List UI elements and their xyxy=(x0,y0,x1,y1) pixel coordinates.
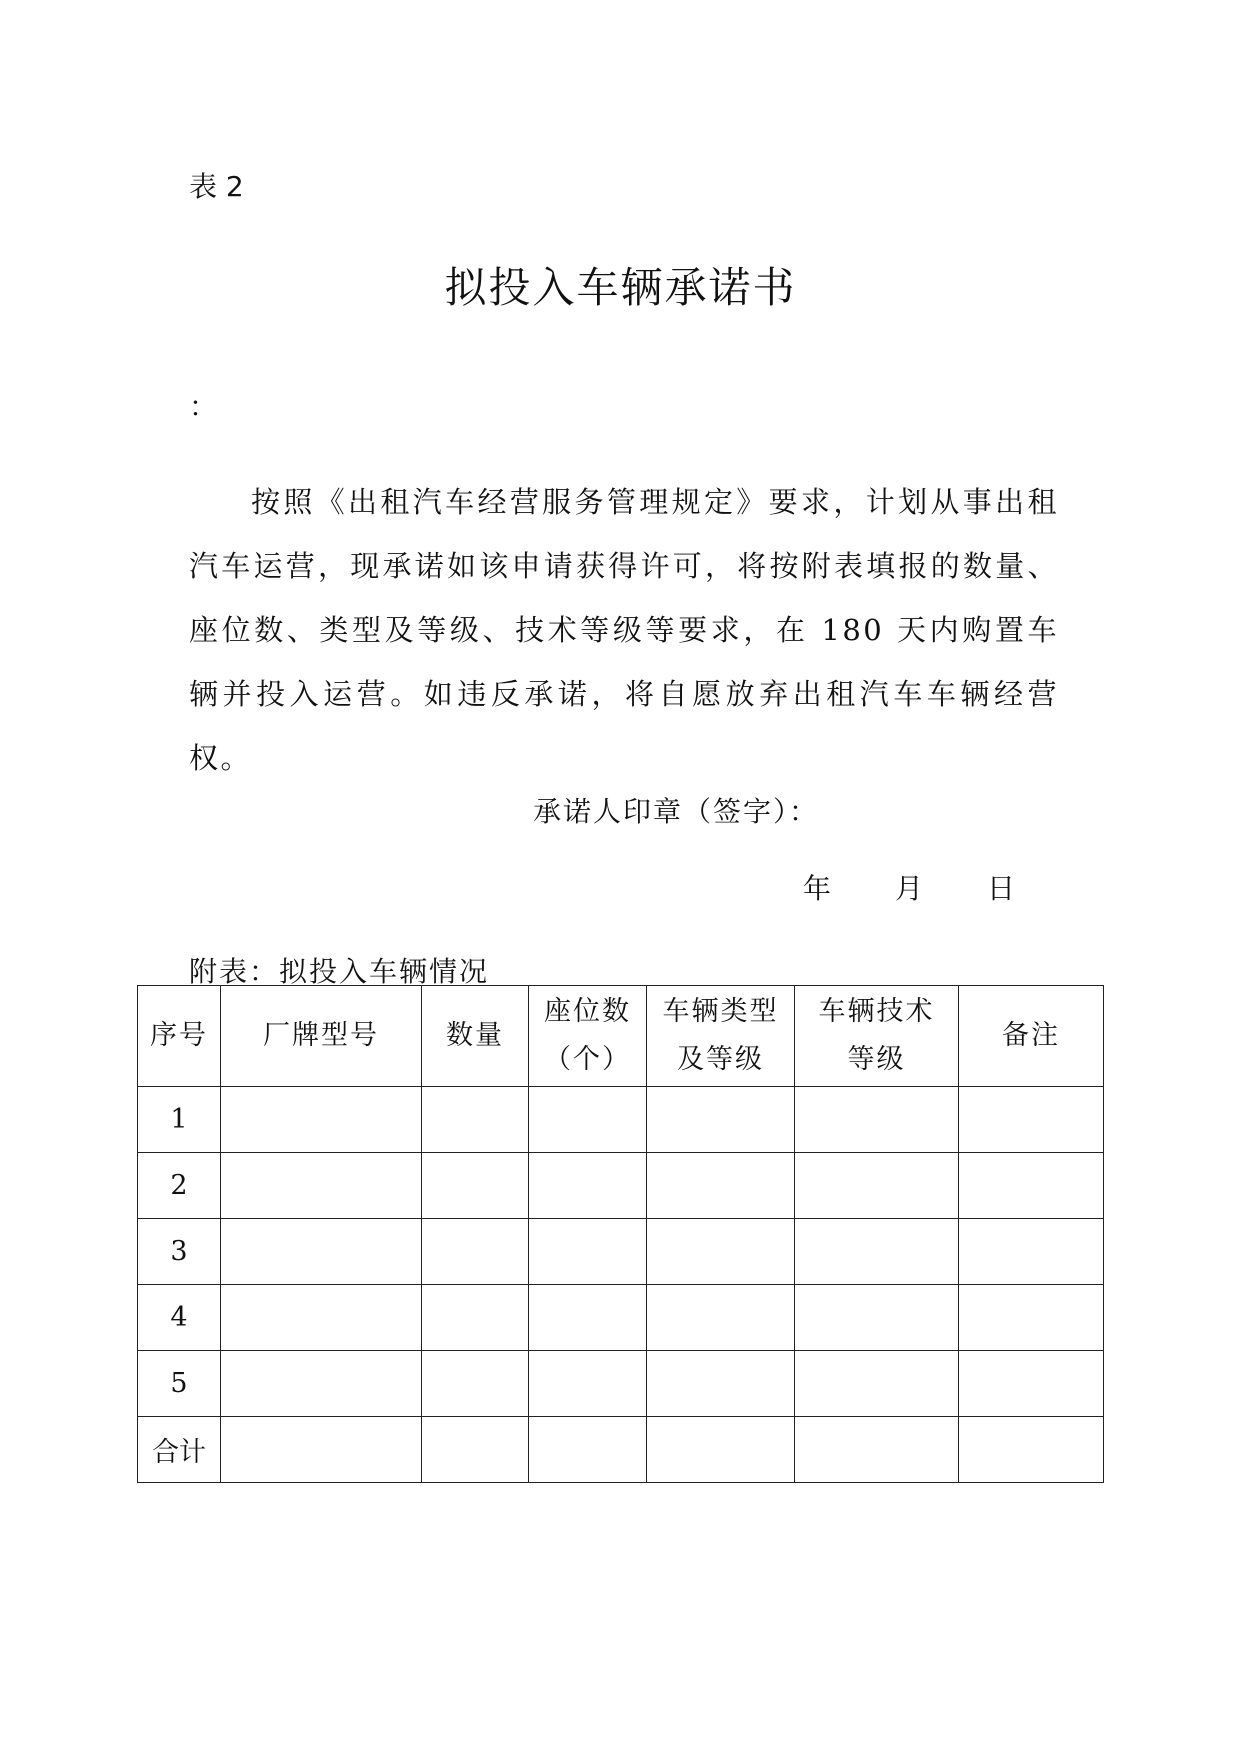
cell-vehicle-type[interactable] xyxy=(647,1285,795,1351)
cell-vehicle-type[interactable] xyxy=(647,1153,795,1219)
cell-seats[interactable] xyxy=(529,1417,647,1483)
salutation: ： xyxy=(189,390,218,423)
header-seats: 座位数 （个） xyxy=(529,986,647,1087)
table-row xyxy=(138,1153,1104,1219)
cell-brand-model[interactable] xyxy=(221,1351,422,1417)
date-line xyxy=(803,867,1015,907)
cell-tech-grade[interactable] xyxy=(795,1219,959,1285)
cell-quantity[interactable] xyxy=(422,1285,529,1351)
cell-remarks[interactable] xyxy=(959,1285,1104,1351)
vehicle-table xyxy=(137,985,1104,1483)
header-brand-model: 厂牌型号 xyxy=(221,986,422,1087)
cell-remarks[interactable] xyxy=(959,1153,1104,1219)
row-serial: 1 xyxy=(138,1087,221,1153)
header-serial: 序号 xyxy=(138,986,221,1087)
cell-remarks[interactable] xyxy=(959,1351,1104,1417)
header-remarks: 备注 xyxy=(959,986,1104,1087)
cell-remarks[interactable] xyxy=(959,1087,1104,1153)
header-quantity: 数量 xyxy=(422,986,529,1087)
row-serial: 3 xyxy=(138,1219,221,1285)
cell-tech-grade[interactable] xyxy=(795,1153,959,1219)
cell-quantity[interactable] xyxy=(422,1351,529,1417)
date-month: 月 xyxy=(895,872,924,905)
cell-seats[interactable] xyxy=(529,1285,647,1351)
cell-brand-model[interactable] xyxy=(221,1087,422,1153)
cell-tech-grade[interactable] xyxy=(795,1087,959,1153)
row-total-label: 合计 xyxy=(138,1417,221,1483)
cell-tech-grade[interactable] xyxy=(795,1417,959,1483)
cell-brand-model[interactable] xyxy=(221,1417,422,1483)
table-total-row xyxy=(138,1417,1104,1483)
table-row xyxy=(138,1351,1104,1417)
document-title: 拟投入车辆承诺书 xyxy=(444,263,797,312)
cell-brand-model[interactable] xyxy=(221,1285,422,1351)
row-serial: 4 xyxy=(138,1285,221,1351)
row-serial: 2 xyxy=(138,1153,221,1219)
table-row xyxy=(138,1087,1104,1153)
cell-vehicle-type[interactable] xyxy=(647,1351,795,1417)
cell-vehicle-type[interactable] xyxy=(647,1417,795,1483)
cell-brand-model[interactable] xyxy=(221,1219,422,1285)
table-header-row xyxy=(138,986,1104,1087)
table-row xyxy=(138,1285,1104,1351)
header-vehicle-type: 车辆类型 及等级 xyxy=(647,986,795,1087)
cell-quantity[interactable] xyxy=(422,1417,529,1483)
cell-tech-grade[interactable] xyxy=(795,1285,959,1351)
cell-brand-model[interactable] xyxy=(221,1153,422,1219)
cell-vehicle-type[interactable] xyxy=(647,1219,795,1285)
row-serial: 5 xyxy=(138,1351,221,1417)
commitment-paragraph: 按照《出租汽车经营服务管理规定》要求，计划从事出租汽车运营，现承诺如该申请获得许可，将按附表填报的数量、座位数、类型及等级、技术等级等要求，在 180 天内购置车辆并投入运营。如违反承诺，将自愿放弃出租汽车车辆经营权。 xyxy=(189,485,1059,775)
date-day: 日 xyxy=(987,872,1016,905)
cell-quantity[interactable] xyxy=(422,1087,529,1153)
signature-label: 承诺人印章（签字）： xyxy=(533,795,820,828)
cell-seats[interactable] xyxy=(529,1219,647,1285)
cell-remarks[interactable] xyxy=(959,1219,1104,1285)
cell-seats[interactable] xyxy=(529,1351,647,1417)
cell-quantity[interactable] xyxy=(422,1153,529,1219)
table-row xyxy=(138,1219,1104,1285)
cell-tech-grade[interactable] xyxy=(795,1351,959,1417)
cell-seats[interactable] xyxy=(529,1153,647,1219)
cell-vehicle-type[interactable] xyxy=(647,1087,795,1153)
date-year: 年 xyxy=(803,872,832,905)
cell-quantity[interactable] xyxy=(422,1219,529,1285)
cell-remarks[interactable] xyxy=(959,1417,1104,1483)
cell-seats[interactable] xyxy=(529,1087,647,1153)
annex-title: 附表：拟投入车辆情况 xyxy=(189,955,490,988)
table-number-label: 表 2 xyxy=(189,170,244,203)
header-tech-grade: 车辆技术 等级 xyxy=(795,986,959,1087)
